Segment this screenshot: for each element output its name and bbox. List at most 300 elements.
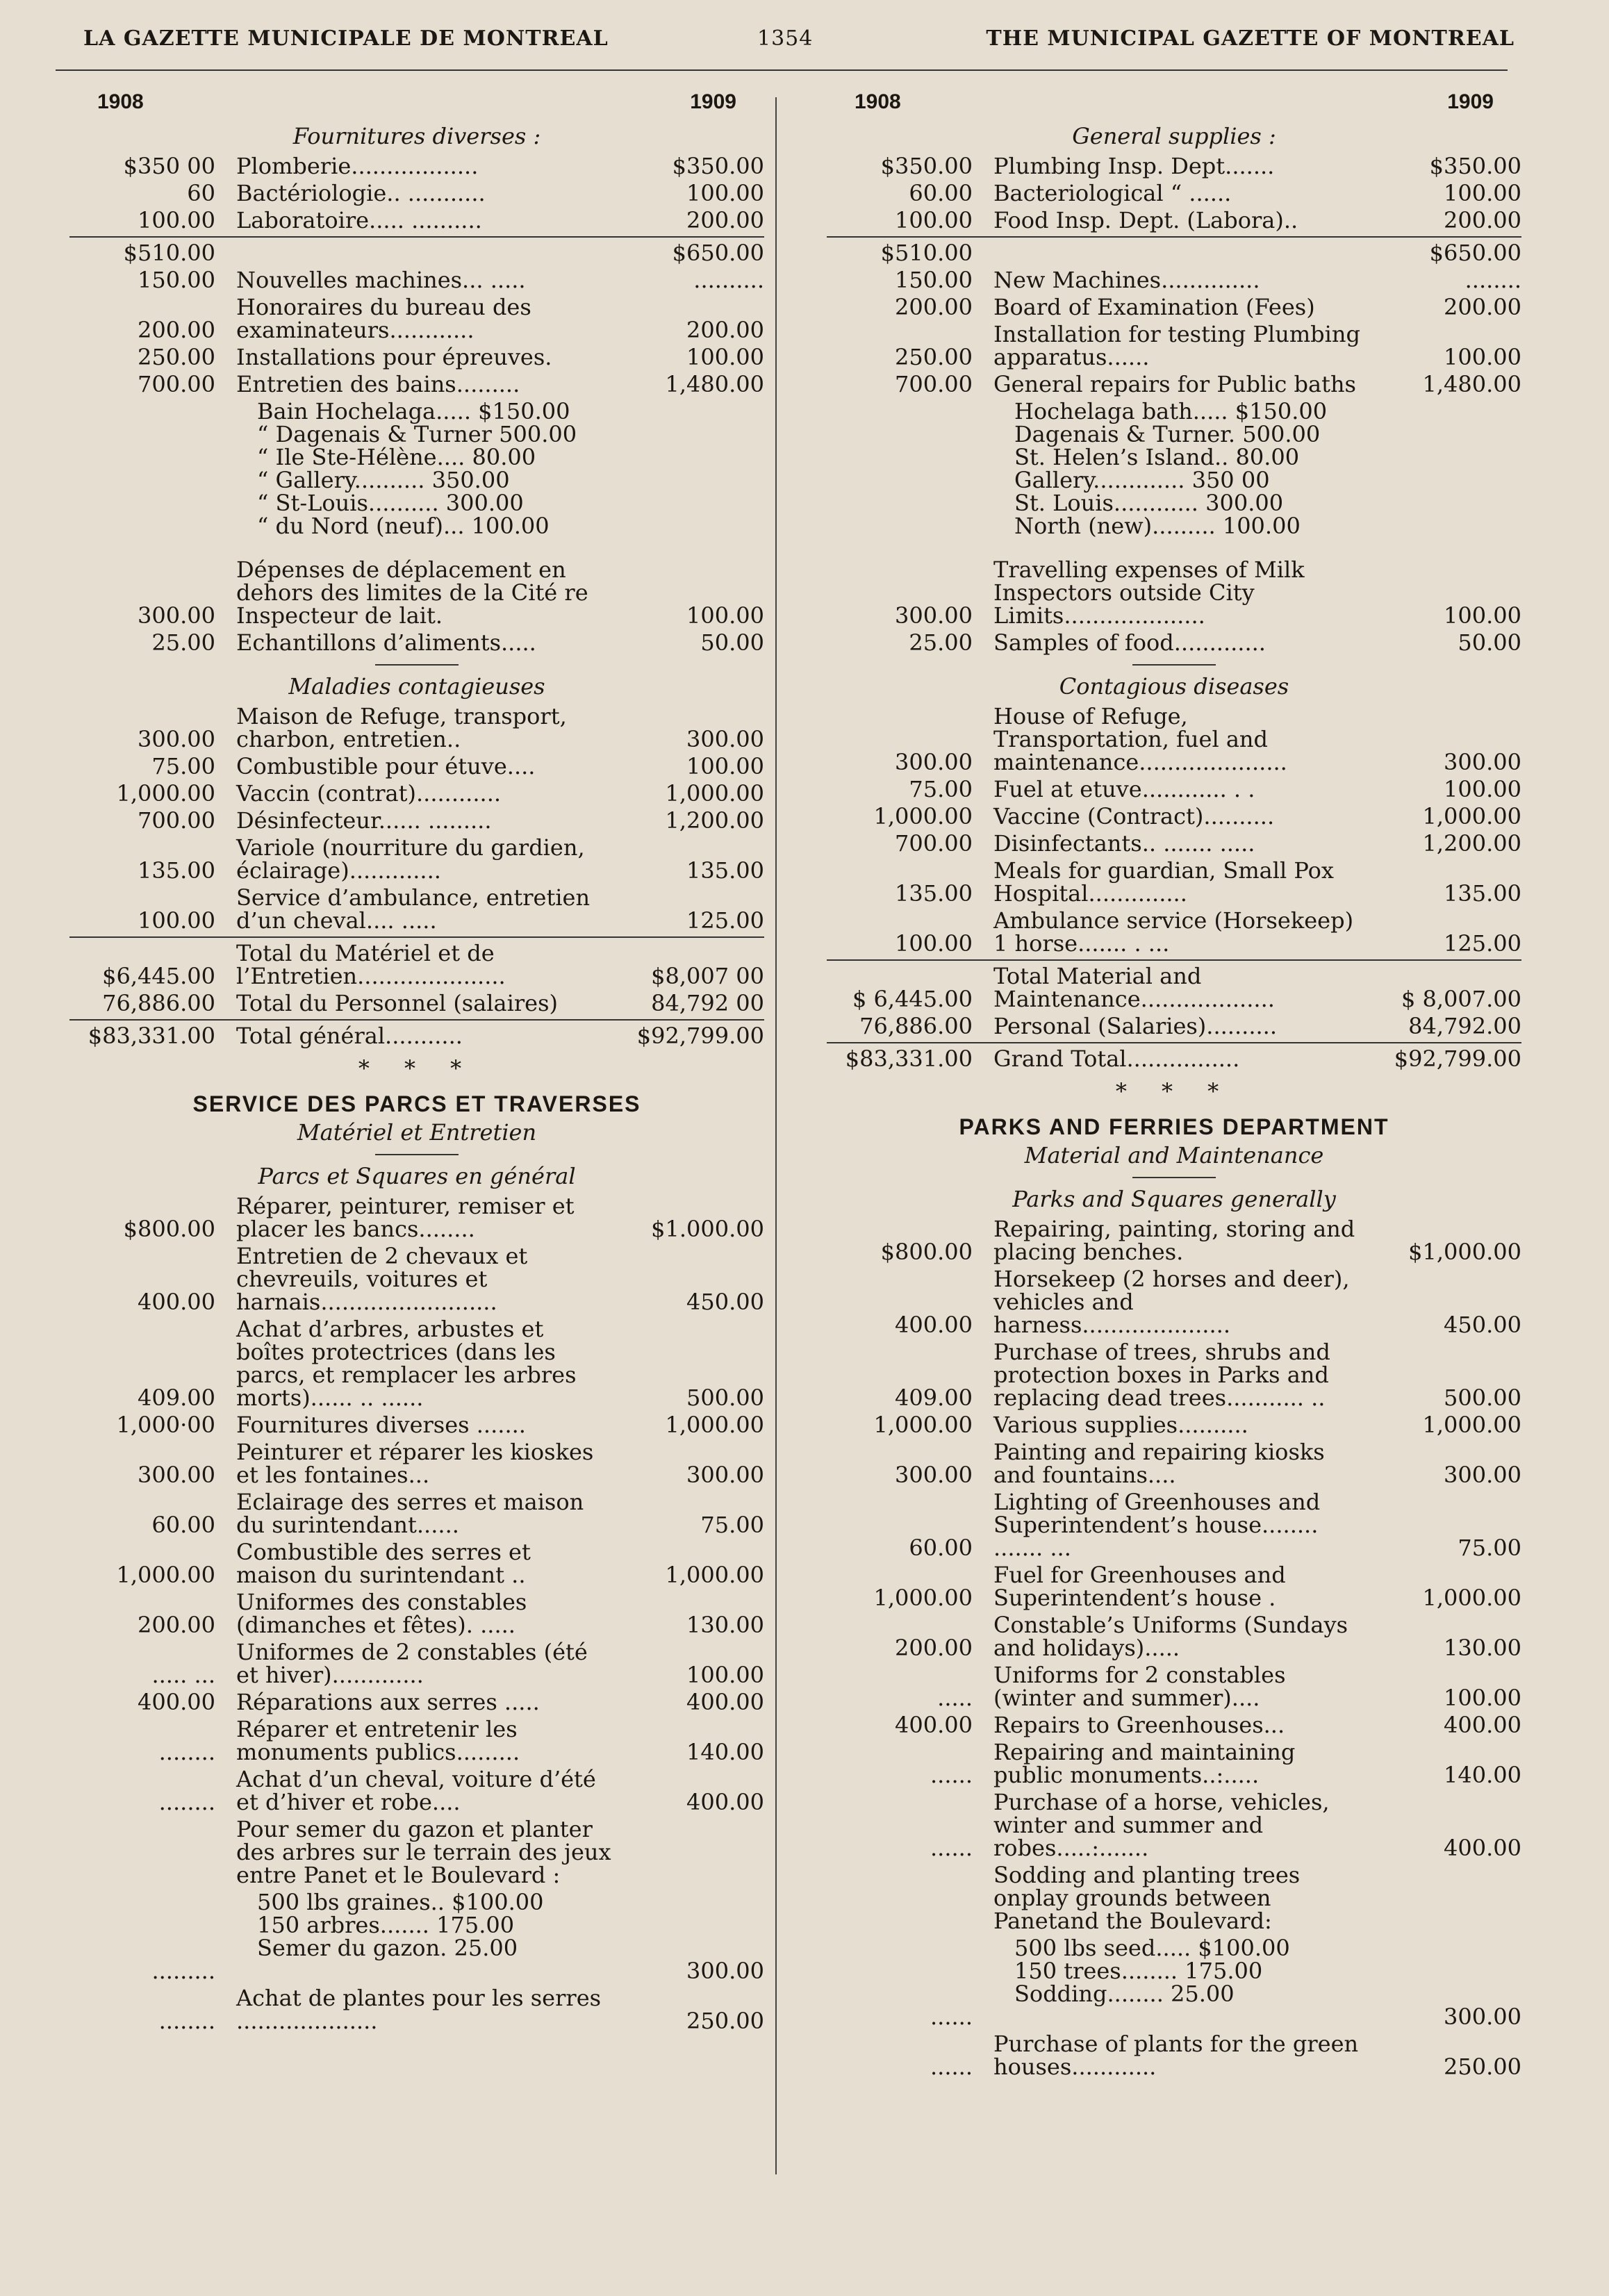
entry-description: Réparer et entretenir les monuments publics......... xyxy=(236,1716,520,1765)
header-french-title: LA GAZETTE MUNICIPALE DE MONTREAL xyxy=(83,26,609,51)
entry-description: Achat de plantes pour les serres .................... xyxy=(236,1985,602,2034)
entry-row xyxy=(69,836,764,882)
amount-1909: $650.00 xyxy=(1429,240,1521,266)
year-1908: 1908 xyxy=(855,90,901,113)
sod-item: 150 trees........ 175.00 xyxy=(1014,1958,1263,1984)
amount-1908: ......... xyxy=(151,1958,215,1984)
department-subtitle: Material and Maintenance xyxy=(1024,1142,1324,1168)
entry-row xyxy=(69,373,764,396)
entry-row xyxy=(827,1042,1521,1071)
amount-1909: 50.00 xyxy=(700,629,764,656)
amount-1909: $ 8,007.00 xyxy=(1401,986,1521,1012)
entry-description: Samples of food............. xyxy=(993,629,1266,656)
amount-1908: 100.00 xyxy=(895,930,973,957)
entry-row xyxy=(827,959,1521,1011)
amount-1908: 1,000.00 xyxy=(116,780,215,807)
entry-description: Total général........... xyxy=(236,1023,463,1049)
amount-1909: 300.00 xyxy=(686,1958,764,1984)
amount-1909: 100.00 xyxy=(686,1662,764,1688)
entry-row xyxy=(69,236,764,265)
spacer xyxy=(69,538,764,559)
amount-1908: 150.00 xyxy=(895,267,973,293)
entry-description: Dépenses de déplacement en dehors des limites de la Cité re Inspecteur de lait. xyxy=(236,556,588,629)
amount-1909: 200.00 xyxy=(1444,207,1521,233)
entry-description: Service d’ambulance, entretien d’un cheval.... ..... xyxy=(236,884,591,934)
amount-1909: 1,480.00 xyxy=(665,371,764,397)
amount-1908: 100.00 xyxy=(138,207,215,233)
entry-row xyxy=(827,909,1521,955)
entry-row xyxy=(69,705,764,751)
entry-row xyxy=(827,1564,1521,1610)
sod-total-row xyxy=(827,2006,1521,2029)
amount-1908: $ 6,445.00 xyxy=(852,986,973,1012)
section-rule xyxy=(1132,1177,1216,1178)
amount-1909: 400.00 xyxy=(686,1789,764,1815)
english-column xyxy=(827,90,1521,2083)
entry-description: Various supplies.......... xyxy=(993,1412,1248,1438)
amount-1908: 60.00 xyxy=(909,180,973,206)
amount-1909: 300.00 xyxy=(686,726,764,752)
entry-description: Horsekeep (2 horses and deer), vehicles and harness..................... xyxy=(993,1266,1350,1338)
section-title: Fournitures diverses : xyxy=(292,123,541,149)
amount-1908: 200.00 xyxy=(138,1612,215,1638)
entry-row xyxy=(69,209,764,232)
amount-1909: 200.00 xyxy=(686,317,764,343)
amount-1908: 100.00 xyxy=(138,907,215,934)
sod-item: 500 lbs graines.. $100.00 xyxy=(257,1889,544,1915)
amount-1908: $800.00 xyxy=(880,1239,973,1265)
section-rule xyxy=(375,664,459,666)
amount-1908: 1,000.00 xyxy=(873,1585,973,1611)
entry-row xyxy=(827,832,1521,855)
entry-row xyxy=(69,1019,764,1048)
entry-row xyxy=(69,1414,764,1437)
entry-row xyxy=(827,182,1521,205)
amount-1908: 200.00 xyxy=(895,1635,973,1661)
entry-row xyxy=(69,182,764,205)
entry-row xyxy=(827,705,1521,774)
entry-description: Eclairage des serres et maison du surintendant...... xyxy=(236,1489,584,1538)
amount-1909: $92,799.00 xyxy=(1394,1046,1521,1072)
entry-description: Uniforms for 2 constables (winter and summer).... xyxy=(993,1662,1286,1711)
amount-1909: 84,792 00 xyxy=(651,990,764,1016)
amount-1908: 76,886.00 xyxy=(859,1013,973,1039)
entry-row xyxy=(827,155,1521,178)
amount-1908: 400.00 xyxy=(895,1712,973,1738)
amount-1908: $350.00 xyxy=(880,153,973,179)
amount-1908: 1,000·00 xyxy=(116,1412,215,1438)
amount-1908: 409.00 xyxy=(895,1385,973,1411)
entry-description: Désinfecteur...... ......... xyxy=(236,807,492,834)
bath-item: “ Dagenais & Turner 500.00 xyxy=(257,421,577,447)
amount-1908: 300.00 xyxy=(895,749,973,775)
bath-item: Gallery............. 350 00 xyxy=(1014,467,1270,493)
amount-1909: 125.00 xyxy=(1444,930,1521,957)
entry-row xyxy=(827,1441,1521,1487)
entry-description: Board of Examination (Fees) xyxy=(993,294,1315,320)
entry-description: Ambulance service (Horsekeep) 1 horse....... . ... xyxy=(993,907,1354,957)
amount-1908: 60 xyxy=(187,180,215,206)
amount-1909: $1,000.00 xyxy=(1408,1239,1521,1265)
entry-description: Pour semer du gazon et planter des arbres sur le terrain des jeux entre Panet et le Boulevard : xyxy=(236,1816,611,1888)
entry-row xyxy=(827,631,1521,654)
entry-description: Total du Personnel (salaires) xyxy=(236,990,558,1016)
amount-1908: 75.00 xyxy=(909,776,973,802)
section-title: Parcs et Squares en général xyxy=(258,1163,576,1189)
section-title: Parks and Squares generally xyxy=(1012,1186,1336,1212)
entry-row xyxy=(69,155,764,178)
amount-1909: 1,000.00 xyxy=(665,1562,764,1588)
header-rule xyxy=(56,69,1508,71)
amount-1909: 200.00 xyxy=(1444,294,1521,320)
entry-row xyxy=(827,1614,1521,1660)
header-english-title: THE MUNICIPAL GAZETTE OF MONTREAL xyxy=(986,26,1515,51)
section-title: Contagious diseases xyxy=(1059,673,1289,700)
amount-1909: 130.00 xyxy=(686,1612,764,1638)
entry-description: Laboratoire..... .......... xyxy=(236,207,482,233)
entry-description: Uniformes des constables (dimanches et fêtes). ..... xyxy=(236,1589,527,1638)
amount-1908: 76,886.00 xyxy=(102,990,215,1016)
entry-description: Fuel at etuve............ . . xyxy=(993,776,1255,802)
entry-row xyxy=(69,936,764,988)
amount-1908: 25.00 xyxy=(151,629,215,656)
amount-1909: 100.00 xyxy=(1444,1685,1521,1711)
entry-row xyxy=(69,755,764,778)
entry-row xyxy=(69,346,764,369)
amount-1908: ........ xyxy=(158,1789,215,1815)
amount-1908: 60.00 xyxy=(909,1535,973,1561)
amount-1909: 500.00 xyxy=(686,1385,764,1411)
entry-description: Maison de Refuge, transport, charbon, entretien.. xyxy=(236,703,567,752)
amount-1909: 450.00 xyxy=(686,1289,764,1315)
page-header xyxy=(83,26,1515,68)
bath-item: Dagenais & Turner. 500.00 xyxy=(1014,421,1321,447)
entry-row xyxy=(69,1195,764,1241)
entry-row xyxy=(827,296,1521,319)
amount-1909: $92,799.00 xyxy=(636,1023,764,1049)
sod-total-row xyxy=(69,1960,764,1983)
entry-row xyxy=(827,805,1521,828)
entry-description: Repairing and maintaining public monuments..:..... xyxy=(993,1739,1296,1788)
entry-row xyxy=(827,1664,1521,1710)
amount-1909: 75.00 xyxy=(700,1512,764,1538)
year-1908: 1908 xyxy=(97,90,144,113)
entry-description: Meals for guardian, Small Pox Hospital.............. xyxy=(993,857,1334,907)
entry-row xyxy=(827,859,1521,905)
entry-description: Achat d’un cheval, voiture d’été et d’hiver et robe.... xyxy=(236,1766,596,1815)
entry-description: Travelling expenses of Milk Inspectors outside City Limits.................... xyxy=(993,556,1305,629)
entry-row xyxy=(69,1441,764,1487)
amount-1908: ...... xyxy=(930,2004,973,2030)
amount-1909: $8,007 00 xyxy=(651,963,764,989)
entry-description: Plumbing Insp. Dept....... xyxy=(993,153,1275,179)
section-title: Maladies contagieuses xyxy=(288,673,545,700)
amount-1909: $1.000.00 xyxy=(651,1216,764,1242)
amount-1908: 700.00 xyxy=(138,371,215,397)
bath-item: “ St-Louis.......... 300.00 xyxy=(257,490,524,516)
year-headings xyxy=(827,90,1521,121)
amount-1908: $510.00 xyxy=(880,240,973,266)
year-1909: 1909 xyxy=(690,90,736,113)
amount-1909: 200.00 xyxy=(686,207,764,233)
amount-1909: 135.00 xyxy=(686,857,764,884)
department-title: SERVICE DES PARCS ET TRAVERSES xyxy=(192,1091,641,1116)
entry-row xyxy=(827,1714,1521,1737)
entry-description: Nouvelles machines... ..... xyxy=(236,267,526,293)
amount-1908: 400.00 xyxy=(895,1312,973,1338)
entry-description: Combustible pour étuve.... xyxy=(236,753,536,779)
amount-1909: 100.00 xyxy=(1444,602,1521,629)
amount-1908: 300.00 xyxy=(895,602,973,629)
amount-1909: .......... xyxy=(693,267,764,293)
amount-1909: 500.00 xyxy=(1444,1385,1521,1411)
entry-row xyxy=(827,1414,1521,1437)
entry-description: Réparations aux serres ..... xyxy=(236,1689,540,1715)
entry-row xyxy=(69,886,764,932)
amount-1909: 300.00 xyxy=(1444,2004,1521,2030)
entry-row xyxy=(69,1641,764,1687)
amount-1908: 25.00 xyxy=(909,629,973,656)
department-subtitle: Matériel et Entretien xyxy=(297,1119,537,1146)
amount-1908: $510.00 xyxy=(123,240,215,266)
entry-description: Variole (nourriture du gardien, éclairage)............. xyxy=(236,834,585,884)
amount-1908: 300.00 xyxy=(138,1462,215,1488)
sod-description-row xyxy=(827,1864,1521,1933)
entry-description: Vaccine (Contract).......... xyxy=(993,803,1275,829)
amount-1908: 1,000.00 xyxy=(873,803,973,829)
amount-1909: 135.00 xyxy=(1444,880,1521,907)
amount-1909: 1,000.00 xyxy=(665,780,764,807)
entry-description: Sodding and planting trees onplay grounds between Panetand the Boulevard: xyxy=(993,1862,1301,1934)
amount-1909: 100.00 xyxy=(1444,180,1521,206)
amount-1908: 135.00 xyxy=(895,880,973,907)
amount-1908: 409.00 xyxy=(138,1385,215,1411)
amount-1908: 135.00 xyxy=(138,857,215,884)
amount-1909: 1,480.00 xyxy=(1422,371,1521,397)
amount-1908: 150.00 xyxy=(138,267,215,293)
amount-1909: 100.00 xyxy=(686,344,764,370)
entry-description: Personal (Salaries).......... xyxy=(993,1013,1277,1039)
year-1909: 1909 xyxy=(1447,90,1494,113)
entry-row xyxy=(827,323,1521,369)
sod-description-row xyxy=(69,1818,764,1887)
entry-description: House of Refuge, Transportation, fuel and maintenance..................... xyxy=(993,703,1287,775)
entry-description: Combustible des serres et maison du surintendant .. xyxy=(236,1539,531,1588)
amount-1909: 100.00 xyxy=(1444,776,1521,802)
entry-row xyxy=(69,631,764,654)
amount-1908: $83,331.00 xyxy=(88,1023,215,1049)
entry-row xyxy=(827,209,1521,232)
entry-row xyxy=(827,1015,1521,1038)
amount-1909: 100.00 xyxy=(686,753,764,779)
entry-row xyxy=(827,778,1521,801)
page-number: 1354 xyxy=(757,26,814,51)
amount-1909: 1,000.00 xyxy=(665,1412,764,1438)
entry-description: Total Material and Maintenance................... xyxy=(993,963,1275,1012)
amount-1909: 140.00 xyxy=(686,1739,764,1765)
sod-item: 500 lbs seed..... $100.00 xyxy=(1014,1935,1290,1961)
bath-item: Bain Hochelaga..... $150.00 xyxy=(257,398,570,424)
amount-1909: ........ xyxy=(1464,267,1521,293)
french-column xyxy=(69,90,764,2037)
amount-1908: 300.00 xyxy=(138,602,215,629)
amount-1908: ........ xyxy=(158,2008,215,2034)
sod-item: Sodding........ 25.00 xyxy=(1014,1981,1235,2007)
amount-1909: 300.00 xyxy=(1444,749,1521,775)
amount-1908: $6,445.00 xyxy=(102,963,215,989)
entry-row xyxy=(69,782,764,805)
bath-item: “ Gallery.......... 350.00 xyxy=(257,467,510,493)
entry-description: New Machines.............. xyxy=(993,267,1260,293)
entry-row xyxy=(69,1591,764,1637)
amount-1908: $83,331.00 xyxy=(845,1046,973,1072)
entry-description: Vaccin (contrat)............ xyxy=(236,780,502,807)
amount-1909: 400.00 xyxy=(686,1689,764,1715)
entry-row xyxy=(827,1741,1521,1787)
sod-item: Semer du gazon. 25.00 xyxy=(257,1935,518,1961)
amount-1909: 300.00 xyxy=(686,1462,764,1488)
entry-row xyxy=(69,269,764,292)
section-stars: * * * xyxy=(358,1055,476,1082)
entry-description: Food Insp. Dept. (Labora).. xyxy=(993,207,1298,233)
entry-description: Purchase of plants for the green houses............ xyxy=(993,2031,1359,2080)
entry-row xyxy=(69,992,764,1015)
bath-item: Hochelaga bath..... $150.00 xyxy=(1014,398,1328,424)
entry-row xyxy=(69,1987,764,2033)
amount-1908: 250.00 xyxy=(138,344,215,370)
amount-1909: 100.00 xyxy=(686,602,764,629)
entry-row xyxy=(827,236,1521,265)
amount-1908: ...... xyxy=(930,1762,973,1788)
amount-1908: ...... xyxy=(930,2054,973,2080)
entry-description: Installations pour épreuves. xyxy=(236,344,552,370)
amount-1909: 100.00 xyxy=(1444,344,1521,370)
entry-row xyxy=(827,373,1521,396)
entry-description: Repairs to Greenhouses... xyxy=(993,1712,1285,1738)
amount-1909: 1,000.00 xyxy=(1422,1585,1521,1611)
amount-1909: 400.00 xyxy=(1444,1835,1521,1861)
column-divider xyxy=(775,97,777,2174)
entry-description: Painting and repairing kiosks and fountains.... xyxy=(993,1439,1325,1488)
section-rule xyxy=(1132,664,1216,666)
amount-1909: 75.00 xyxy=(1458,1535,1521,1561)
amount-1908: $800.00 xyxy=(123,1216,215,1242)
bath-item: St. Helen’s Island.. 80.00 xyxy=(1014,444,1300,470)
bath-item: North (new)......... 100.00 xyxy=(1014,513,1301,539)
amount-1908: 700.00 xyxy=(895,371,973,397)
section-title: General supplies : xyxy=(1072,123,1276,149)
entry-description: Entretien de 2 chevaux et chevreuils, voitures et harnais......................... xyxy=(236,1243,528,1315)
amount-1909: 84,792.00 xyxy=(1408,1013,1521,1039)
entry-description: Echantillons d’aliments..... xyxy=(236,629,536,656)
department-title: PARKS AND FERRIES DEPARTMENT xyxy=(959,1114,1389,1139)
entry-description: Entretien des bains......... xyxy=(236,371,520,397)
amount-1908: 60.00 xyxy=(151,1512,215,1538)
amount-1909: 140.00 xyxy=(1444,1762,1521,1788)
entry-description: Purchase of trees, shrubs and protection boxes in Parks and replacing dead trees........... .. xyxy=(993,1339,1330,1411)
amount-1908: ...... xyxy=(930,1835,973,1861)
amount-1908: ........ xyxy=(158,1739,215,1765)
entry-description: Grand Total................ xyxy=(993,1046,1240,1072)
bath-item: St. Louis............ 300.00 xyxy=(1014,490,1284,516)
amount-1908: 400.00 xyxy=(138,1689,215,1715)
year-headings xyxy=(69,90,764,121)
entry-row xyxy=(69,1768,764,1814)
amount-1908: ..... xyxy=(937,1685,973,1711)
amount-1909: $650.00 xyxy=(672,240,764,266)
amount-1909: 100.00 xyxy=(686,180,764,206)
entry-description: Fournitures diverses ....... xyxy=(236,1412,526,1438)
amount-1909: $350.00 xyxy=(672,153,764,179)
entry-description: Fuel for Greenhouses and Superintendent’s house . xyxy=(993,1562,1286,1611)
entry-row xyxy=(69,1718,764,1764)
amount-1908: 200.00 xyxy=(138,317,215,343)
amount-1908: $350 00 xyxy=(123,153,215,179)
entry-row xyxy=(69,1318,764,1410)
amount-1908: 300.00 xyxy=(895,1462,973,1488)
entry-description: Purchase of a horse, vehicles, winter and summer and robes.....:....... xyxy=(993,1789,1330,1861)
entry-row xyxy=(69,1491,764,1537)
amount-1909: 1,200.00 xyxy=(1422,830,1521,857)
entry-description: Disinfectants.. ....... ..... xyxy=(993,830,1255,857)
amount-1909: 300.00 xyxy=(1444,1462,1521,1488)
entry-row xyxy=(827,556,1521,629)
amount-1909: 400.00 xyxy=(1444,1712,1521,1738)
entry-description: General repairs for Public baths xyxy=(993,371,1356,397)
amount-1908: 400.00 xyxy=(138,1289,215,1315)
section-rule xyxy=(375,1154,459,1155)
entry-description: Uniformes de 2 constables (été et hiver)............. xyxy=(236,1639,588,1688)
entry-row xyxy=(69,1541,764,1587)
entry-description: Repairing, painting, storing and placing benches. xyxy=(993,1216,1355,1265)
amount-1909: 1,200.00 xyxy=(665,807,764,834)
entry-description: Lighting of Greenhouses and Superintendent’s house........ ....... ... xyxy=(993,1489,1321,1561)
amount-1908: 1,000.00 xyxy=(116,1562,215,1588)
amount-1909: 130.00 xyxy=(1444,1635,1521,1661)
amount-1908: ..... ... xyxy=(151,1662,215,1688)
entry-row xyxy=(827,1341,1521,1410)
entry-description: Honoraires du bureau des examinateurs............ xyxy=(236,294,531,343)
entry-description: Bacteriological “ ...... xyxy=(993,180,1232,206)
entry-description: Achat d’arbres, arbustes et boîtes protectrices (dans les parcs, et remplacer les arbres morts)...... .. ...... xyxy=(236,1316,577,1411)
entry-row xyxy=(69,1245,764,1314)
entry-row xyxy=(827,269,1521,292)
amount-1908: 100.00 xyxy=(895,207,973,233)
bath-item: “ du Nord (neuf)... 100.00 xyxy=(257,513,550,539)
amount-1908: 75.00 xyxy=(151,753,215,779)
entry-row xyxy=(827,2033,1521,2079)
amount-1909: 250.00 xyxy=(686,2008,764,2034)
spacer xyxy=(827,538,1521,559)
amount-1908: 300.00 xyxy=(138,726,215,752)
entry-row xyxy=(827,1491,1521,1560)
entry-row xyxy=(827,1268,1521,1337)
entry-row xyxy=(69,296,764,342)
entry-row xyxy=(827,1791,1521,1860)
amount-1908: 250.00 xyxy=(895,344,973,370)
amount-1909: 250.00 xyxy=(1444,2054,1521,2080)
amount-1909: 1,000.00 xyxy=(1422,1412,1521,1438)
entry-description: Peinturer et réparer les kioskes et les fontaines... xyxy=(236,1439,594,1488)
entry-row xyxy=(69,809,764,832)
sod-item: 150 arbres....... 175.00 xyxy=(257,1912,515,1938)
amount-1909: $350.00 xyxy=(1429,153,1521,179)
entry-row xyxy=(69,1691,764,1714)
entry-description: Bactériologie.. ........... xyxy=(236,180,486,206)
amount-1908: 200.00 xyxy=(895,294,973,320)
amount-1909: 1,000.00 xyxy=(1422,803,1521,829)
bath-item: “ Ile Ste-Hélène.... 80.00 xyxy=(257,444,536,470)
